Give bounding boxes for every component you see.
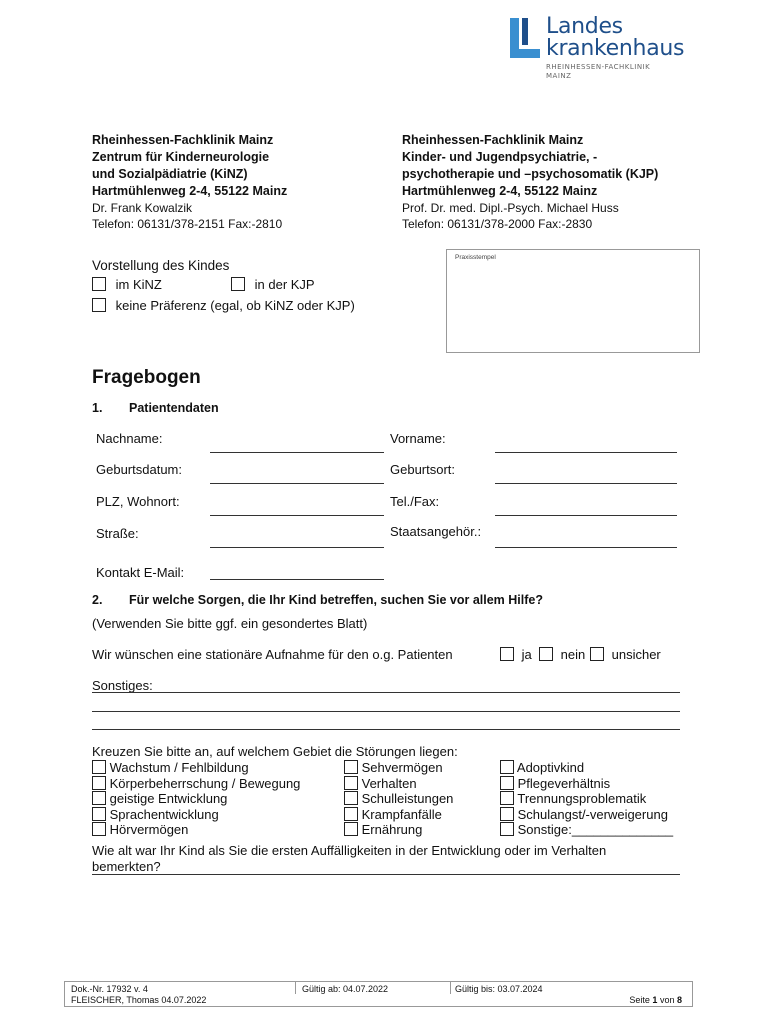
gebiet-item-label: Adoptivkind <box>516 760 585 775</box>
address-right-l5: Prof. Dr. med. Dipl.-Psych. Michael Huss <box>402 201 619 215</box>
praxisstempel-box <box>446 249 700 353</box>
gebiet-item-label: Wachstum / Fehlbildung <box>109 760 249 775</box>
label-sonstiges: Sonstiges: <box>92 678 153 693</box>
label-vorname: Vorname: <box>390 431 446 446</box>
section2-title: Für welche Sorgen, die Ihr Kind betreffen, suchen Sie vor allem Hilfe? <box>129 593 543 607</box>
gebiet-item[interactable] <box>500 822 673 838</box>
page-title: Fragebogen <box>92 367 201 388</box>
gebiet-item-label: Hörvermögen <box>109 822 189 837</box>
field-sonstiges-line2[interactable] <box>92 711 680 712</box>
checkbox-gebiet[interactable] <box>500 807 514 821</box>
checkbox-gebiet[interactable] <box>500 822 514 836</box>
gebiet-col3 <box>500 760 673 838</box>
footer <box>64 981 693 1007</box>
gebiet-item[interactable] <box>500 776 673 792</box>
gebiet-item[interactable] <box>344 822 453 838</box>
logo-mark-icon <box>510 18 540 58</box>
label-unsicher: unsicher <box>611 647 661 662</box>
vorstellung-opt-egal[interactable] <box>92 298 355 313</box>
gebiet-item-label: Körperbeherrschung / Bewegung <box>109 775 301 791</box>
checkbox-kinz[interactable] <box>92 277 106 291</box>
field-sonstiges-line1[interactable] <box>92 692 680 693</box>
vorstellung-title: Vorstellung des Kindes <box>92 258 230 273</box>
gebiet-item-label: Sprachentwicklung <box>109 806 219 822</box>
stationaer-opt-nein[interactable] <box>539 647 585 662</box>
section2-number: 2. <box>92 593 103 607</box>
address-right <box>402 132 658 232</box>
address-left <box>92 132 287 232</box>
label-geburtsdatum: Geburtsdatum: <box>96 462 182 477</box>
gebiet-item-label: geistige Entwicklung <box>109 791 228 806</box>
label-staatsangehoerigkeit: Staatsangehör.: <box>390 524 482 539</box>
vorstellung-opt-kjp-label: in der KJP <box>254 277 315 292</box>
label-tel: Tel./Fax: <box>390 494 440 509</box>
address-left-l1: Rheinhessen-Fachklinik Mainz <box>92 133 274 147</box>
checkbox-gebiet[interactable] <box>500 791 514 805</box>
stationaer-opt-unsicher[interactable] <box>590 647 661 662</box>
gebiet-item-label: Krampfanfälle <box>361 806 442 822</box>
checkbox-gebiet[interactable] <box>92 822 106 836</box>
gebiet-item[interactable] <box>92 760 300 776</box>
field-vorname[interactable] <box>495 452 677 453</box>
checkbox-gebiet[interactable] <box>344 822 358 836</box>
gebiet-item-label: Verhalten <box>361 775 417 791</box>
logo-line2: krankenhaus <box>546 36 685 61</box>
label-geburtsort: Geburtsort: <box>390 462 456 477</box>
field-nachname[interactable] <box>210 452 384 453</box>
address-right-l1: Rheinhessen-Fachklinik Mainz <box>402 133 584 147</box>
footer-seite-current: 1 <box>652 995 658 1005</box>
gebiet-item[interactable] <box>344 776 453 792</box>
field-geburtsdatum[interactable] <box>210 483 384 484</box>
field-plz[interactable] <box>210 515 384 516</box>
gebiet-item[interactable] <box>92 791 300 807</box>
field-email[interactable] <box>210 579 384 580</box>
footer-doknr: Dok.-Nr. 17932 v. 4 <box>71 984 148 994</box>
gebiet-item-label: Schulleistungen <box>361 791 454 806</box>
label-nachname: Nachname: <box>96 431 163 446</box>
gebiet-item[interactable] <box>344 807 453 823</box>
gebiet-item-label: Sonstige:______________ <box>517 822 674 837</box>
gebiet-intro: Kreuzen Sie bitte an, auf welchem Gebiet die Störungen liegen: <box>92 744 458 759</box>
label-strasse: Straße: <box>96 526 139 541</box>
field-strasse[interactable] <box>210 547 384 548</box>
address-left-l4: Hartmühlenweg 2-4, 55122 Mainz <box>92 184 288 198</box>
gebiet-item-label: Pflegeverhältnis <box>517 775 611 791</box>
footer-gueltig-ab: Gültig ab: 04.07.2022 <box>302 984 389 994</box>
checkbox-gebiet[interactable] <box>344 791 358 805</box>
logo-sub1: RHEINHESSEN-FACHKLINIK <box>546 63 651 71</box>
gebiet-col2 <box>344 760 453 838</box>
label-plz: PLZ, Wohnort: <box>96 494 180 509</box>
address-right-l4: Hartmühlenweg 2-4, 55122 Mainz <box>402 184 598 198</box>
checkbox-gebiet[interactable] <box>92 807 106 821</box>
field-geburtsort[interactable] <box>495 483 677 484</box>
footer-author: FLEISCHER, Thomas 04.07.2022 <box>71 995 207 1005</box>
section1-title: Patientendaten <box>129 401 219 415</box>
checkbox-gebiet[interactable] <box>92 776 106 790</box>
gebiet-item[interactable] <box>344 791 453 807</box>
gebiet-item[interactable] <box>500 807 673 823</box>
stationaer-text: Wir wünschen eine stationäre Aufnahme für den o.g. Patienten <box>92 647 453 662</box>
stationaer-question <box>92 647 453 662</box>
field-tel[interactable] <box>495 515 677 516</box>
vorstellung-opt-kjp[interactable] <box>231 277 315 292</box>
gebiet-item-label: Schulangst/-verweigerung <box>517 806 668 822</box>
address-left-l6: Telefon: 06131/378-2151 Fax:-2810 <box>92 217 283 231</box>
address-left-l5: Dr. Frank Kowalzik <box>92 201 193 215</box>
gebiet-item[interactable] <box>500 760 673 776</box>
address-right-l6: Telefon: 06131/378-2000 Fax:-2830 <box>402 217 593 231</box>
label-email: Kontakt E-Mail: <box>96 565 185 580</box>
vorstellung-opt-kinz[interactable] <box>92 277 162 292</box>
address-right-l3: psychotherapie und –psychosomatik (KJP) <box>402 167 659 181</box>
address-left-l2: Zentrum für Kinderneurologie <box>92 150 270 164</box>
address-right-l2: Kinder- und Jugendpsychiatrie, - <box>402 150 598 164</box>
address-left-l3: und Sozialpädiatrie (KiNZ) <box>92 167 248 181</box>
footer-seite <box>629 995 682 1005</box>
checkbox-gebiet[interactable] <box>344 807 358 821</box>
field-frage-alter[interactable] <box>92 874 680 875</box>
label-ja: ja <box>521 647 532 662</box>
gebiet-item-label: Trennungsproblematik <box>517 791 647 806</box>
gebiet-item[interactable] <box>92 822 300 838</box>
frage-alter-line1: Wie alt war Ihr Kind als Sie die ersten Auffälligkeiten in der Entwicklung oder im Verhalten <box>92 843 607 858</box>
footer-seite-sep: von <box>659 995 675 1005</box>
vorstellung-opt-egal-label: keine Präferenz (egal, ob KiNZ oder KJP) <box>115 298 355 313</box>
checkbox-gebiet[interactable] <box>500 776 514 790</box>
section2-note: (Verwenden Sie bitte ggf. ein gesondertes Blatt) <box>92 616 368 631</box>
footer-seite-total: 8 <box>676 995 682 1005</box>
checkbox-kjp[interactable] <box>231 277 245 291</box>
gebiet-item[interactable] <box>500 791 673 807</box>
praxisstempel-label: Praxisstempel <box>455 254 496 261</box>
field-staatsangehoerigkeit[interactable] <box>495 547 677 548</box>
gebiet-item-label: Sehvermögen <box>361 760 443 775</box>
logo <box>510 14 710 84</box>
gebiet-item[interactable] <box>344 760 453 776</box>
logo-line1: Landes <box>546 14 623 39</box>
checkbox-gebiet[interactable] <box>344 776 358 790</box>
footer-seite-label: Seite <box>629 995 650 1005</box>
vorstellung-opt-kinz-label: im KiNZ <box>115 277 162 292</box>
checkbox-nein[interactable] <box>539 647 553 661</box>
checkbox-ja[interactable] <box>500 647 514 661</box>
footer-gueltig-bis: Gültig bis: 03.07.2024 <box>455 984 543 994</box>
stationaer-opt-ja[interactable] <box>500 647 532 662</box>
field-sonstiges-line3[interactable] <box>92 729 680 730</box>
section1-number: 1. <box>92 401 103 415</box>
checkbox-keine-praeferenz[interactable] <box>92 298 106 312</box>
checkbox-unsicher[interactable] <box>590 647 604 661</box>
gebiet-item-label: Ernährung <box>361 822 423 837</box>
logo-sub2: MAINZ <box>546 72 572 80</box>
gebiet-item[interactable] <box>92 807 300 823</box>
frage-alter-line2: bemerkten? <box>92 859 161 874</box>
checkbox-gebiet[interactable] <box>92 760 106 774</box>
checkbox-gebiet[interactable] <box>92 791 106 805</box>
label-nein: nein <box>560 647 586 662</box>
checkbox-gebiet[interactable] <box>500 760 514 774</box>
gebiet-col1 <box>92 760 300 838</box>
checkbox-gebiet[interactable] <box>344 760 358 774</box>
gebiet-item[interactable] <box>92 776 300 792</box>
